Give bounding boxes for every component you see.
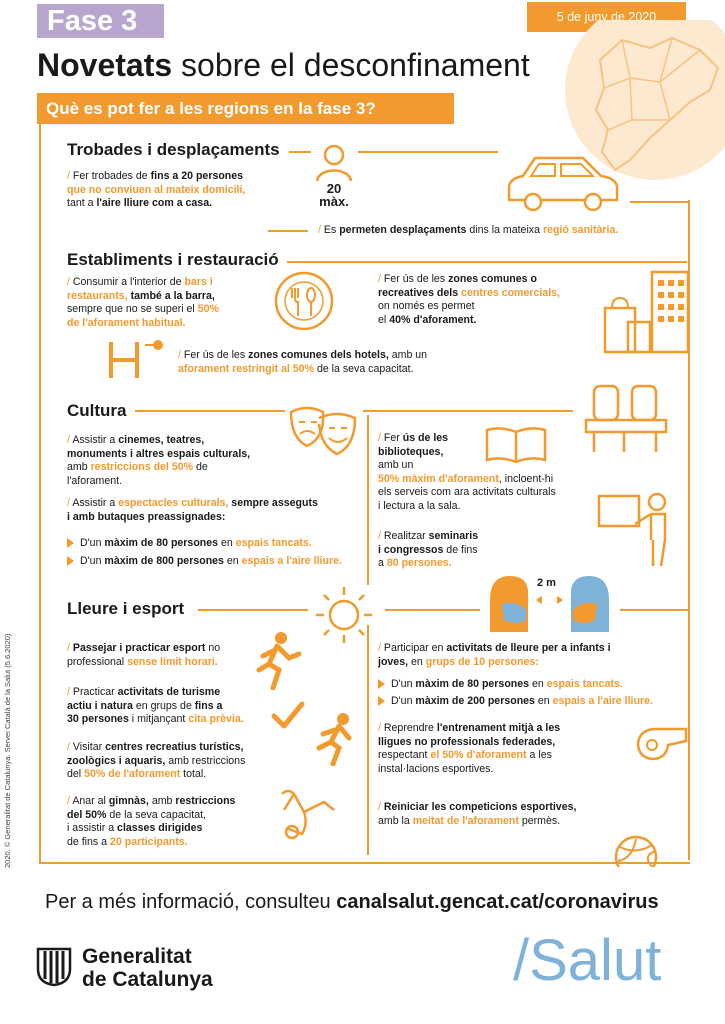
lleure-bullet-2: D'un màxim de 200 persones en espais a l'aire lliure. [378, 695, 653, 709]
bullet-icon [378, 696, 385, 706]
establiments-title: Establiments i restauració [67, 250, 279, 269]
title-rest: sobre el desconfinament [172, 47, 530, 83]
cultura-bullet-2: D'un màxim de 800 persones en espais a l'aire lliure. [67, 555, 342, 569]
theater-masks-icon [287, 400, 359, 462]
max-badge [314, 182, 354, 208]
section-banner [37, 93, 454, 124]
more-info-link[interactable]: canalsalut.gencat.cat/coronavirus [336, 891, 659, 913]
phase-label: Fase 3 [47, 5, 138, 37]
presenter-icon [595, 490, 680, 570]
lleure-text-4: / Anar al gimnàs, amb restriccions del 50% de la seva capacitat, i assistir a classes dirigides de fins a 20 participants. [67, 795, 236, 848]
checkmark-icon [270, 700, 306, 730]
distance-label: 2 m [537, 577, 556, 589]
trobades-mid-line [268, 230, 308, 232]
volleyball-icon [612, 833, 660, 867]
bullet-icon [67, 538, 74, 548]
lleure-line-b [385, 609, 480, 611]
runner-2-icon [313, 712, 357, 766]
lleure-text-3: / Visitar centres recreatius turístics, zoològics i aquaris, amb restriccions del 50% de l'aforament total. [67, 741, 246, 781]
title-bold: Novetats [37, 47, 173, 83]
person-icon [313, 143, 355, 183]
lleure-line-a [198, 609, 308, 611]
cultura-title: Cultura [67, 401, 127, 420]
cutlery-icon [273, 270, 335, 332]
cultura-divider [367, 415, 369, 585]
shopping-mall-icon [600, 270, 695, 355]
lleure-text-2: / Practicar activitats de turisme actiu i natura en grups de fins a 30 persones i mitjançant cita prèvia. [67, 686, 244, 726]
hotel-icon [105, 338, 145, 382]
lleure-text-5: / Participar en activitats de lleure per a infants i joves, en grups de 10 persones: [378, 642, 611, 668]
cultura-bullet-1: D'un màxim de 80 persones en espais tancats. [67, 537, 312, 551]
date-label: 5 de juny de 2020 [556, 10, 657, 24]
salut-logo: /Salut [513, 928, 662, 993]
trobades-line-a [289, 151, 311, 153]
lleure-title: Lleure i esport [67, 599, 185, 618]
page-title [37, 46, 530, 84]
frame-bottom-line [39, 862, 690, 864]
trobades-title: Trobades i desplaçaments [67, 140, 280, 159]
establiments-line [287, 261, 687, 263]
frame-left-line [39, 123, 41, 863]
cultura-text-1: / Assistir a cinemes, teatres, monuments i altres espais culturals, amb restriccions del 50% de l'aforament. [67, 434, 251, 487]
lleure-bullet-1: D'un màxim de 80 persones en espais tancats. [378, 678, 623, 692]
bullet-icon [378, 679, 385, 689]
hotel-dot [153, 340, 163, 350]
cultura-text-2: / Assistir a espectacles culturals, sempre asseguts i amb butaques preassignades: [67, 497, 318, 523]
lleure-text-7: / Reiniciar les competicions esportives, amb la meitat de l'aforament permès. [378, 801, 577, 827]
book-icon [483, 424, 549, 466]
runner-icon [255, 630, 305, 690]
logo-line-1: Generalitat [82, 945, 192, 968]
lleure-text-1: / Passejar i practicar esport no professional sense límit horari. [67, 642, 221, 668]
more-info-text: Per a més informació, consulteu [45, 891, 337, 913]
more-info [45, 891, 659, 914]
establiments-text-2: / Fer ús de les zones comunes o recreatives dels centres comercials, on només es permet el 40% d'aforament. [378, 273, 560, 326]
cultura-line-a [135, 410, 285, 412]
side-credit: 2020. © Generalitat de Catalunya. Servei Català de la Salut (5.6.2020) [3, 633, 12, 868]
max-unit: màx. [319, 194, 349, 209]
bullet-icon [67, 556, 74, 566]
establiments-text-3: / Fer ús de les zones comunes dels hotels, amb un aforament restringit al 50% de la seva capacitat. [178, 349, 428, 375]
establiments-text-1: / Consumir a l'interior de bars i restaurants, també a la barra, sempre que no se superi el 50% de l'aforament habitual. [67, 276, 219, 329]
lleure-line-c [620, 609, 690, 611]
car-icon [503, 150, 623, 220]
whistle-icon [630, 715, 690, 765]
cultura-line-b [363, 410, 573, 412]
generalitat-logo-text [82, 945, 213, 991]
lleure-divider [367, 625, 369, 855]
cultura-text-4: / Realitzar seminaris i congressos de fins a 80 persones. [378, 530, 479, 570]
trobades-text-2: / Es permeten desplaçaments dins la mateixa regió sanitària. [318, 224, 619, 236]
banner-text: Què es pot fer a les regions en la fase 3? [46, 99, 376, 118]
yoga-icon [272, 780, 342, 842]
cultura-text-3: / Fer ús de les biblioteques, amb un 50% màxim d'aforament, incloent-hi els serveis com ara activitats culturals i lectura a la sala. [378, 432, 556, 512]
trobades-right-line [630, 201, 690, 203]
phase-badge [37, 4, 164, 38]
lleure-text-6: / Reprendre l'entrenament mitjà a les lligues no professionals federades, respectant el 50% d'aforament a les instal·lacions esportives. [378, 722, 561, 775]
trobades-text-1: / Fer trobades de fins a 20 persones que no conviuen al mateix domicili, tant a l'aire lliure com a casa. [67, 170, 246, 210]
max-number: 20 [326, 181, 342, 196]
trobades-line-b [358, 151, 498, 153]
logo-line-2: de Catalunya [82, 968, 213, 991]
generalitat-logo-icon [34, 945, 74, 987]
